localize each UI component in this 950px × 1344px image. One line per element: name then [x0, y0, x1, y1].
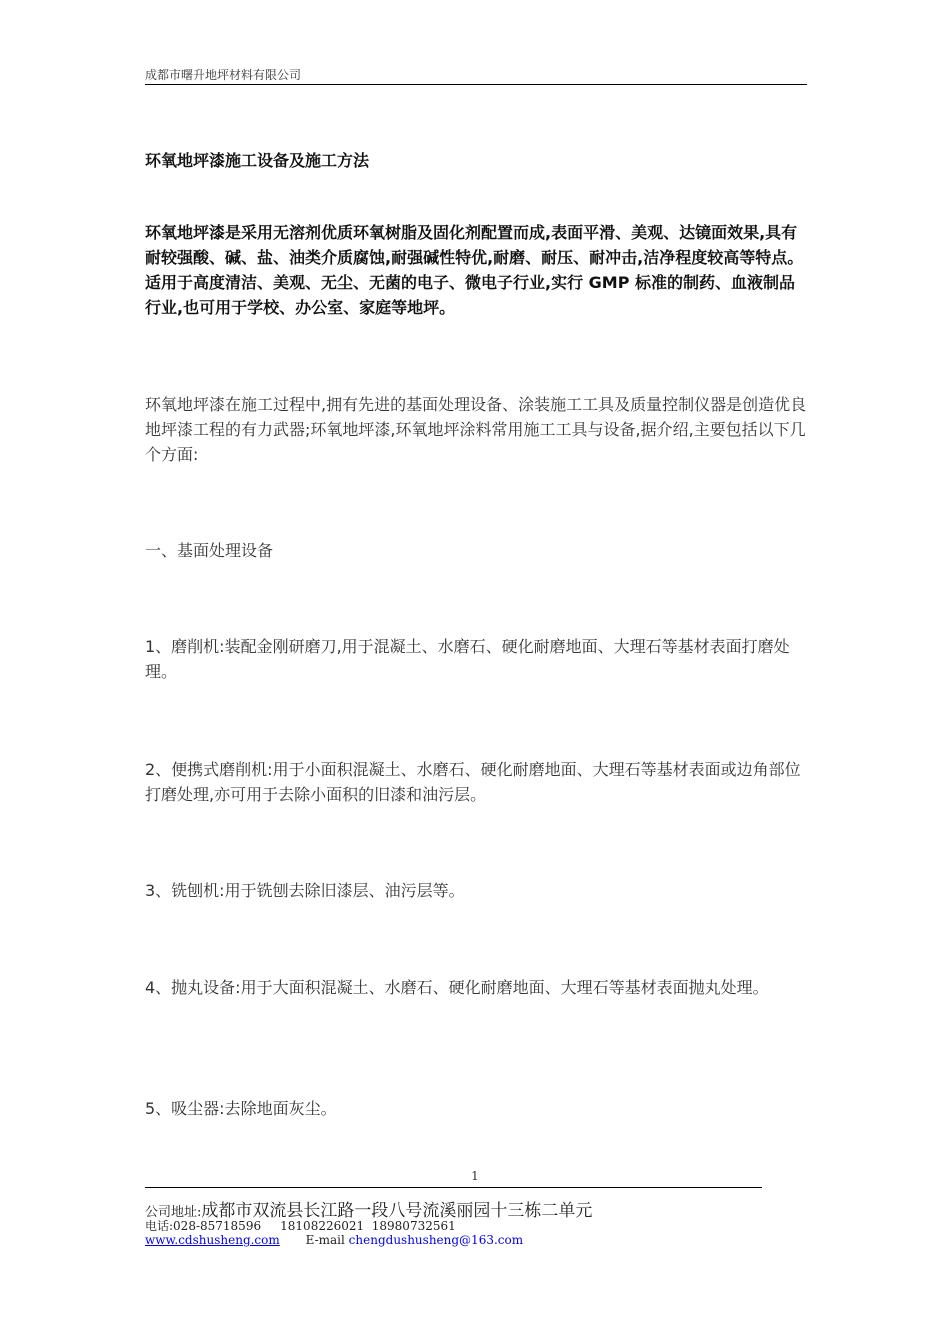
email-link[interactable]: chengdushusheng@163.com: [348, 1233, 524, 1247]
equipment-paragraph: 环氧地坪漆在施工过程中,拥有先进的基面处理设备、涂装施工工具及质量控制仪器是创造优良地坪漆工程的有力武器;环氧地坪漆,环氧地坪涂料常用施工工具与设备,据介绍,主要包括以下几个方面:: [145, 395, 807, 464]
phone-label: 电话:: [145, 1219, 174, 1233]
footer-divider: [145, 1187, 762, 1188]
page-number: 1: [471, 1169, 479, 1183]
address-value: 成都市双流县长江路一段八号流溪丽园十三栋二单元: [201, 1201, 593, 1221]
list-item: 4、抛丸设备:用于大面积混凝土、水磨石、硬化耐磨地面、大理石等基材表面抛丸处理。: [145, 978, 769, 997]
address-label: 公司地址:: [145, 1205, 202, 1220]
header-company-name: 成都市曙升地坪材料有限公司: [145, 68, 302, 82]
list-item: 5、吸尘器:去除地面灰尘。: [145, 1099, 337, 1118]
list-item: 2、便携式磨削机:用于小面积混凝土、水磨石、硬化耐磨地面、大理石等基材表面或边角部位打磨处理,亦可用于去除小面积的旧漆和油污层。: [145, 760, 801, 804]
footer-contact: [145, 1233, 523, 1247]
footer-phone: [145, 1217, 456, 1234]
list-item: 3、铣刨机:用于铣刨去除旧漆层、油污层等。: [145, 881, 465, 900]
website-link[interactable]: www.cdshusheng.com: [145, 1233, 280, 1247]
document-title: 环氧地坪漆施工设备及施工方法: [145, 151, 370, 170]
header-divider: [145, 84, 807, 85]
intro-paragraph: 环氧地坪漆是采用无溶剂优质环氧树脂及固化剂配置而成,表面平滑、美观、达镜面效果,具有耐较强酸、碱、盐、油类介质腐蚀,耐强碱性特优,耐磨、耐压、耐冲击,洁净程度较高等特点。适用于高度清洁、美观、无尘、无菌的电子、微电子行业,实行 GMP 标准的制药、血液制品行业,也可用于学校、办公室、家庭等地坪。: [145, 223, 804, 317]
section-heading: 一、基面处理设备: [145, 541, 274, 560]
email-label: E-mail: [305, 1233, 345, 1247]
phone-numbers: 028-85718596 18108226021 18980732561: [173, 1219, 456, 1233]
list-item: 1、磨削机:装配金刚研磨刀,用于混凝土、水磨石、硬化耐磨地面、大理石等基材表面打磨处理。: [145, 637, 790, 681]
